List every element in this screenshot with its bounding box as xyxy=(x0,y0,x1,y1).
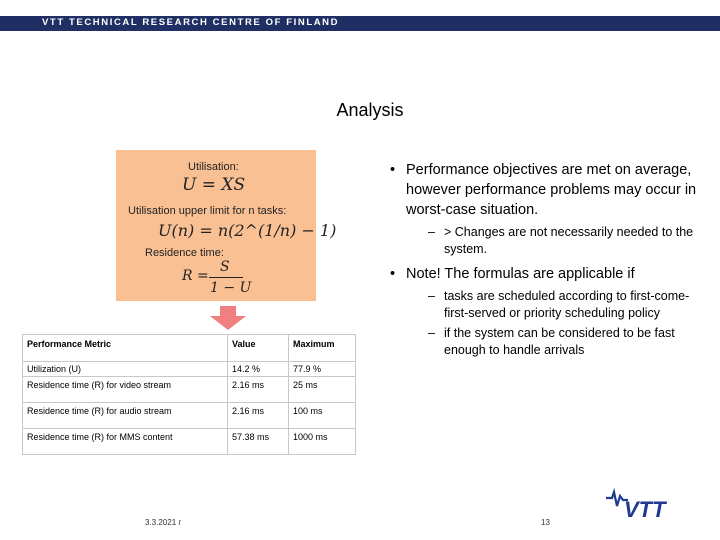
sub-bullet-item xyxy=(390,288,710,322)
dash-icon: – xyxy=(428,225,435,239)
upper-limit-label: Utilisation upper limit for n tasks: xyxy=(128,205,287,217)
cell-metric: Utilization (U) xyxy=(23,362,228,377)
logo-text: VTT xyxy=(624,497,666,522)
sub-bullet-text: tasks are scheduled according to first-come-first-served or priority scheduling policy xyxy=(444,289,690,320)
bullet-item xyxy=(390,264,710,284)
dash-icon: – xyxy=(428,326,435,340)
footer-date: 3.3.2021 г xyxy=(145,518,182,527)
formula-box xyxy=(116,150,337,301)
header-bar xyxy=(0,16,720,31)
cell-value: 57.38 ms xyxy=(227,429,288,455)
table-row xyxy=(23,429,356,455)
table-header-row xyxy=(23,335,356,362)
residence-numerator: S xyxy=(220,259,230,275)
utilisation-formula: U = XS xyxy=(182,175,246,195)
slide-title: Analysis xyxy=(336,100,404,120)
fraction-bar xyxy=(209,277,243,278)
cell-metric: Residence time (R) for audio stream xyxy=(23,403,228,429)
sub-bullet-item xyxy=(390,325,710,359)
bullet-dot-icon: • xyxy=(390,162,396,178)
residence-denominator: 1 − U xyxy=(210,280,252,296)
residence-lhs: R = xyxy=(182,268,209,284)
sub-bullet-item xyxy=(390,224,710,258)
table-row xyxy=(23,362,356,377)
cell-metric: Residence time (R) for video stream xyxy=(23,377,228,403)
upper-limit-formula: U(n) = n(2^(1/n) − 1) xyxy=(158,221,337,240)
cell-maximum: 1000 ms xyxy=(288,429,355,455)
header-maximum: Maximum xyxy=(288,335,355,362)
sub-bullet-text: > Changes are not necessarily needed to the system. xyxy=(444,225,694,256)
bullet-list xyxy=(390,160,710,362)
header-value: Value xyxy=(227,335,288,362)
cell-value: 2.16 ms xyxy=(227,377,288,403)
cell-value: 14.2 % xyxy=(227,362,288,377)
cell-value: 2.16 ms xyxy=(227,403,288,429)
cell-metric: Residence time (R) for MMS content xyxy=(23,429,228,455)
cell-maximum: 77.9 % xyxy=(288,362,355,377)
vtt-logo-icon xyxy=(604,488,682,522)
cell-maximum: 100 ms xyxy=(288,403,355,429)
bullet-text: Performance objectives are met on average, however performance problems may occur in worst-case situation. xyxy=(406,162,697,218)
table-row xyxy=(23,403,356,429)
bullet-dot-icon: • xyxy=(390,266,396,282)
table-row xyxy=(23,377,356,403)
page-number: 13 xyxy=(541,518,550,527)
down-arrow-icon xyxy=(210,306,246,330)
org-name: VTT TECHNICAL RESEARCH CENTRE OF FINLAND xyxy=(42,17,340,28)
header-metric: Performance Metric xyxy=(23,335,228,362)
residence-label: Residence time: xyxy=(145,247,224,259)
dash-icon: – xyxy=(428,289,435,303)
bullet-item xyxy=(390,160,710,220)
cell-maximum: 25 ms xyxy=(288,377,355,403)
bullet-text: Note! The formulas are applicable if xyxy=(406,266,635,282)
utilisation-label: Utilisation: xyxy=(188,161,239,173)
sub-bullet-text: if the system can be considered to be fast enough to handle arrivals xyxy=(444,326,675,357)
metrics-table xyxy=(22,334,356,455)
